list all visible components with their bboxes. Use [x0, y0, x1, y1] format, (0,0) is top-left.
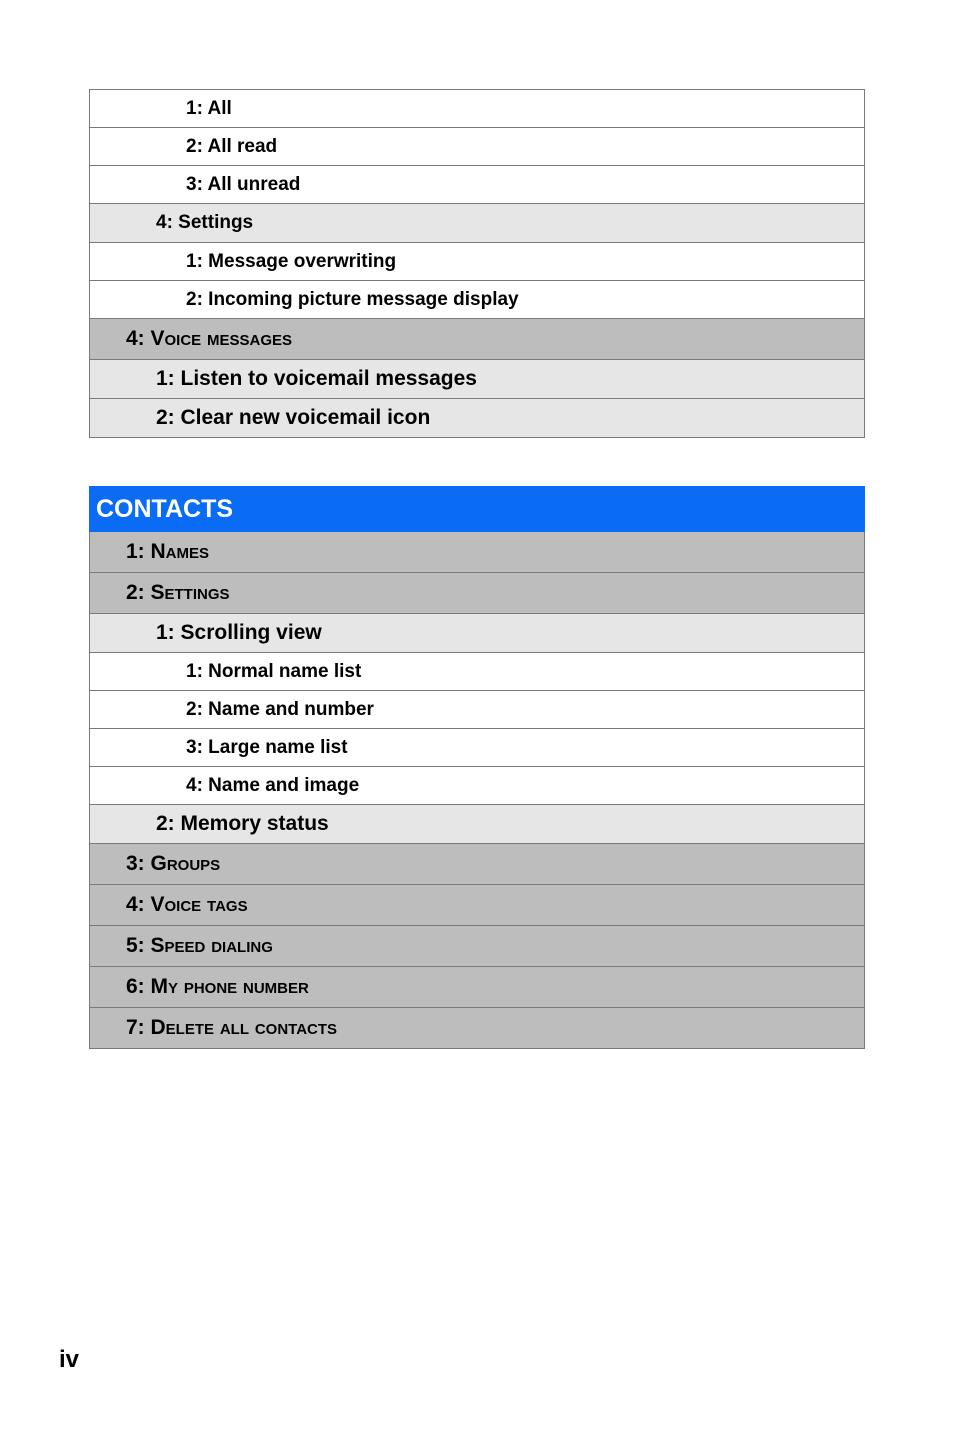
menu-item-label: 1: Listen to voicemail messages — [90, 360, 865, 399]
menu-item-all — [90, 90, 865, 128]
menu-item-clear-voicemail-icon — [90, 399, 865, 438]
menu-item-label: 2: Memory status — [90, 805, 865, 844]
menu-item-label: 2: All read — [90, 128, 865, 166]
menu-item-label: 4: Settings — [90, 204, 865, 243]
menu-item-memory-status — [90, 805, 865, 844]
menu-item-listen-to-voicemail — [90, 360, 865, 399]
menu-item-settings — [90, 204, 865, 243]
menu-item-label: 2: Incoming picture message display — [90, 281, 865, 319]
menu-item-incoming-picture-message-display — [90, 281, 865, 319]
menu-item-normal-name-list — [90, 653, 865, 691]
menu-item-name-and-image — [90, 767, 865, 805]
menu-item-large-name-list — [90, 729, 865, 767]
menu-item-label: 3: All unread — [90, 166, 865, 204]
menu-item-label: 1: Scrolling view — [90, 614, 865, 653]
menu-item-delete-all-contacts — [90, 1008, 865, 1049]
menu-item-label: 5: Speed dialing — [90, 926, 865, 967]
contacts-header — [90, 487, 865, 532]
menu-item-label: 1: Message overwriting — [90, 243, 865, 281]
menu-item-message-overwriting — [90, 243, 865, 281]
menu-item-all-unread — [90, 166, 865, 204]
menu-item-label: 1: Normal name list — [90, 653, 865, 691]
menu-item-names — [90, 532, 865, 573]
section-title: CONTACTS — [90, 487, 865, 532]
menu-item-label: 3: Groups — [90, 844, 865, 885]
messages-menu-table — [89, 89, 865, 438]
menu-item-settings — [90, 573, 865, 614]
menu-item-label: 4: Voice messages — [90, 319, 865, 360]
menu-item-label: 2: Clear new voicemail icon — [90, 399, 865, 438]
menu-item-label: 6: My phone number — [90, 967, 865, 1008]
menu-item-voice-tags — [90, 885, 865, 926]
menu-item-label: 1: All — [90, 90, 865, 128]
menu-item-label: 3: Large name list — [90, 729, 865, 767]
menu-item-label: 2: Name and number — [90, 691, 865, 729]
menu-item-all-read — [90, 128, 865, 166]
contacts-menu-table — [89, 486, 865, 1049]
menu-item-label: 1: Names — [90, 532, 865, 573]
menu-item-label: 2: Settings — [90, 573, 865, 614]
menu-item-label: 7: Delete all contacts — [90, 1008, 865, 1049]
menu-item-my-phone-number — [90, 967, 865, 1008]
page-number: iv — [59, 1346, 80, 1373]
menu-item-label: 4: Name and image — [90, 767, 865, 805]
menu-item-scrolling-view — [90, 614, 865, 653]
menu-item-speed-dialing — [90, 926, 865, 967]
menu-item-groups — [90, 844, 865, 885]
menu-item-voice-messages — [90, 319, 865, 360]
menu-item-name-and-number — [90, 691, 865, 729]
menu-item-label: 4: Voice tags — [90, 885, 865, 926]
